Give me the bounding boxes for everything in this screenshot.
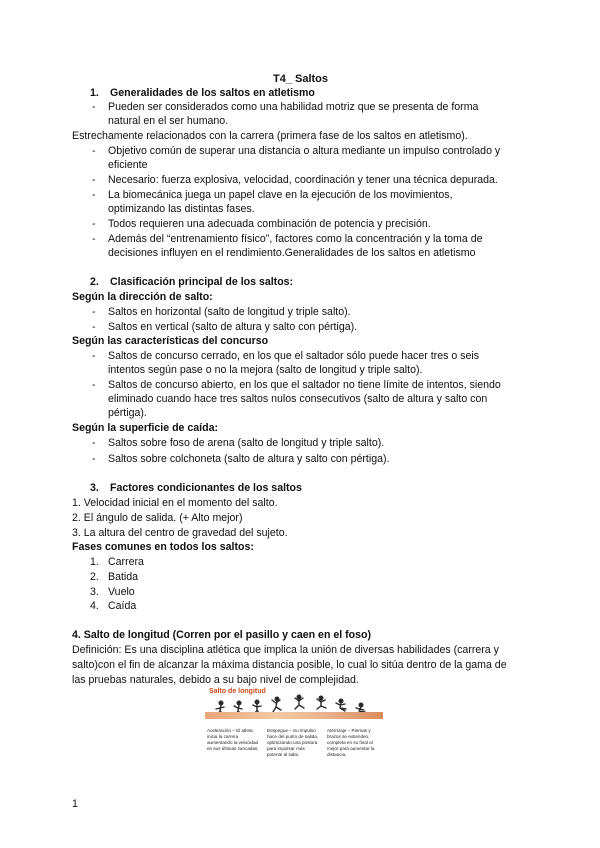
figure-caption-3: Aterrizaje – Piernas y brazos se extienden, completa en su final al mejor para aumentar la distancia. xyxy=(327,728,375,757)
bullet-dash: - xyxy=(92,233,96,245)
s2-contest-bullet-1-line-1: Saltos de concurso cerrado, en los que el saltador sólo puede hacer tres o seis xyxy=(108,350,479,362)
s3-factor-1: 1. Velocidad inicial en el momento del salto. xyxy=(72,497,278,509)
s1-bullet-2-line-1: Objetivo común de superar una distancia o altura mediante un impulso controlado y xyxy=(108,145,501,157)
bullet-dash: - xyxy=(92,218,96,230)
s3-phases-heading: Fases comunes en todos los saltos: xyxy=(72,541,254,553)
s2-subheading-direction: Según la dirección de salto: xyxy=(72,291,213,303)
section-3-heading: Factores condicionantes de los saltos xyxy=(110,482,302,494)
s1-bullet-1-line-2: natural en el ser humano. xyxy=(108,115,229,127)
page-number: 1 xyxy=(72,798,78,810)
s1-bullet-5: Todos requieren una adecuada combinación de potencia y precisión. xyxy=(108,218,431,230)
section-2-number: 2. xyxy=(90,276,99,288)
s2-direction-bullet-1: Saltos en horizontal (salto de longitud y triple salto). xyxy=(108,306,351,318)
s3-factor-2: 2. El ángulo de salida. (+ Alto mejor) xyxy=(72,512,243,524)
runway-bar xyxy=(205,712,383,719)
s1-bullet-6-line-2: decisiones influyen en el rendimiento.Generalidades de los saltos en atletismo xyxy=(108,247,476,259)
figure-caption-2: Despegue – Su impulso hace del punto de salida, optimizando una postura para impulsar más potente al salto. xyxy=(267,728,319,757)
section-1-number: 1. xyxy=(90,87,99,99)
s1-bullet-4-line-2: optimizando las distintas fases. xyxy=(108,203,255,215)
s4-definition-line-2: salto)con el fin de alcanzar la máxima distancia posible, lo cual lo sitúa dentro de la gama de xyxy=(72,659,507,671)
bullet-dash: - xyxy=(92,145,96,157)
s1-bullet-6-line-1: Además del “entrenamiento físico”, factores como la concentración y la toma de xyxy=(108,233,483,245)
phase-item: Vuelo xyxy=(108,586,135,598)
phase-number: 1. xyxy=(90,556,99,568)
s4-definition-line-3: las pruebas naturales, debido a su bajo nivel de complejidad. xyxy=(72,674,359,686)
long-jump-figure xyxy=(205,688,383,762)
s1-paragraph: Estrechamente relacionados con la carrera (primera fase de los saltos en atletismo). xyxy=(72,130,468,142)
s2-surface-bullet-1: Saltos sobre foso de arena (salto de longitud y triple salto). xyxy=(108,437,385,449)
phase-item: Caída xyxy=(108,600,137,612)
s2-subheading-contest: Según las características del concurso xyxy=(72,335,269,347)
jumper-sequence-illustration xyxy=(205,688,383,728)
figure-title: Salto de longitud xyxy=(209,688,266,695)
bullet-dash: - xyxy=(92,453,96,465)
s2-contest-bullet-1-line-2: intentos según pase o no la mejora (salto de longitud y triple salto). xyxy=(108,364,423,376)
bullet-dash: - xyxy=(92,189,96,201)
s4-definition-line-1: Definición: Es una disciplina atlética que implica la unión de diversas habilidades (carrera y xyxy=(72,644,499,656)
section-1-heading: Generalidades de los saltos en atletismo xyxy=(110,87,315,99)
phase-number: 4. xyxy=(90,600,99,612)
s1-bullet-1-line-1: Pueden ser considerados como una habilidad motriz que se presenta de forma xyxy=(108,101,479,113)
bullet-dash: - xyxy=(92,321,96,333)
document-title: T4_ Saltos xyxy=(273,73,329,85)
section-4-heading: 4. Salto de longitud (Corren por el pasillo y caen en el foso) xyxy=(72,629,372,641)
bullet-dash: - xyxy=(92,306,96,318)
bullet-dash: - xyxy=(92,350,96,362)
s3-factor-3: 3. La altura del centro de gravedad del sujeto. xyxy=(72,527,288,539)
s1-bullet-3: Necesario: fuerza explosiva, velocidad, coordinación y tener una técnica depurada. xyxy=(108,174,498,186)
s2-contest-bullet-2-line-1: Saltos de concurso abierto, en los que el saltador no tiene límite de intentos, siendo xyxy=(108,379,501,391)
bullet-dash: - xyxy=(92,379,96,391)
phase-number: 3. xyxy=(90,586,99,598)
s2-subheading-surface: Según la superficie de caída: xyxy=(72,422,219,434)
s2-contest-bullet-2-line-2: eliminado cuando hace tres saltos nulos consecutivos (salto de altura y salto con xyxy=(108,393,488,405)
phase-item: Carrera xyxy=(108,556,144,568)
s2-direction-bullet-2: Saltos en vertical (salto de altura y salto con pértiga). xyxy=(108,321,358,333)
bullet-dash: - xyxy=(92,174,96,186)
bullet-dash: - xyxy=(92,101,96,113)
section-3-number: 3. xyxy=(90,482,99,494)
s2-surface-bullet-2: Saltos sobre colchoneta (salto de altura y salto con pértiga). xyxy=(108,453,390,465)
s1-bullet-2-line-2: eficiente xyxy=(108,159,148,171)
s2-contest-bullet-2-line-3: pértiga). xyxy=(108,407,147,419)
section-2-heading: Clasificación principal de los saltos: xyxy=(110,276,294,288)
s1-bullet-4-line-1: La biomecánica juega un papel clave en la ejecución de los movimientos, xyxy=(108,189,453,201)
phase-number: 2. xyxy=(90,571,99,583)
phase-item: Batida xyxy=(108,571,139,583)
bullet-dash: - xyxy=(92,437,96,449)
figure-caption-1: Aceleración – El atleta inicia la carrera aumentando la velocidad en sus últimas zancadas. xyxy=(207,728,259,751)
